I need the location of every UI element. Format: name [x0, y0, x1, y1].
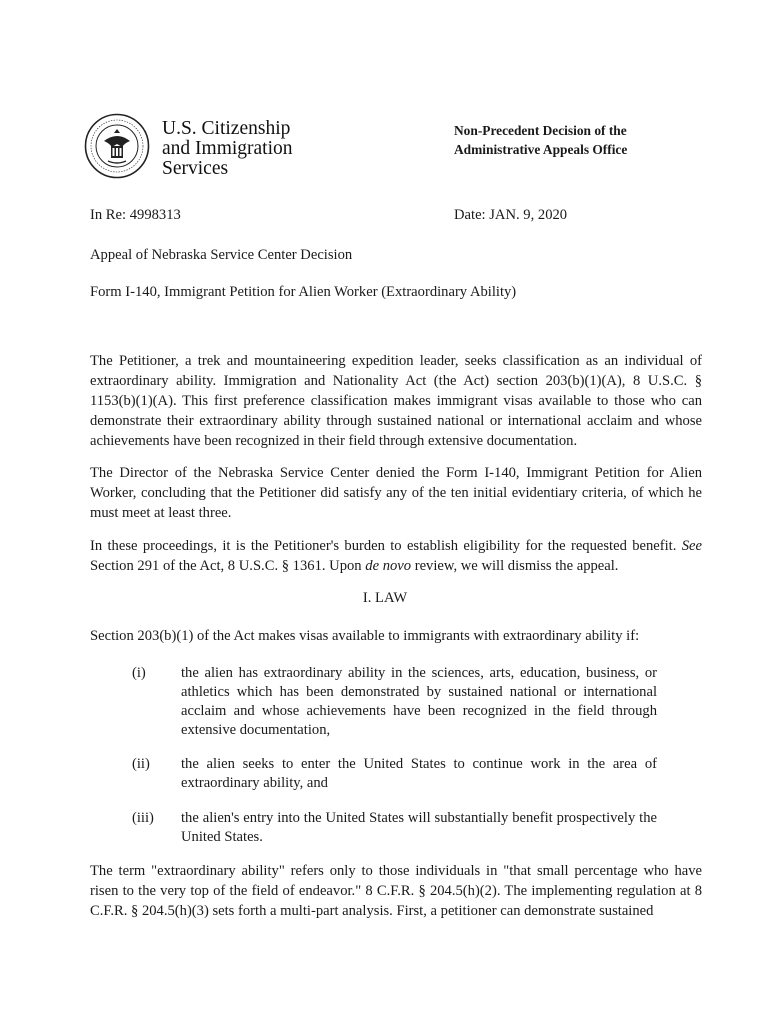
- paragraph-burden: [90, 536, 702, 576]
- case-number: In Re: 4998313: [90, 207, 181, 223]
- decision-line-1: Non-Precedent Decision of the: [454, 123, 627, 138]
- agency-line-2: and Immigration: [162, 138, 293, 159]
- see-signal: See: [681, 538, 702, 554]
- agency-name: [162, 119, 293, 179]
- decision-line-2: Administrative Appeals Office: [454, 142, 628, 157]
- paragraph-intro: The Petitioner, a trek and mountaineering expedition leader, seeks classification as an individual of extraordinary ability. Immigration and Nationality Act (the Act) section 203(b)(1)(A), 8 U.S.C. § 1153(b)(1)(A). This first preference classification makes immigrant visas available to those who can demonstrate their extraordinary ability through sustained national or international acclaim and whose achievements have been recognized in their field through extensive documentation.: [90, 353, 702, 449]
- burden-text-b: Section 291 of the Act, 8 U.S.C. § 1361. Upon: [90, 558, 362, 574]
- list-item-number: (i): [132, 665, 146, 681]
- agency-line-3: Services: [162, 158, 229, 179]
- paragraph-definition: The term "extraordinary ability" refers only to those individuals in "that small percentage who have risen to the very top of the field of endeavor." 8 C.F.R. § 204.5(h)(2). The implementing regulation at 8 C.F.R. § 204.5(h)(3) sets forth a multi-part analysis. First, a petitioner can demonstrate sustained: [90, 863, 702, 919]
- decision-date: Date: JAN. 9, 2020: [454, 207, 568, 223]
- list-item-text: the alien seeks to enter the United States to continue work in the area of extraordinary ability, and: [181, 756, 657, 791]
- decision-type: [454, 121, 627, 159]
- burden-text-a: In these proceedings, it is the Petitioner's burden to establish eligibility for the requested benefit.: [90, 538, 677, 554]
- de-novo-term: de novo: [365, 558, 412, 574]
- appeal-line: Appeal of Nebraska Service Center Decision: [90, 247, 353, 263]
- list-item-text: the alien has extraordinary ability in the sciences, arts, education, business, or athletics which has been demonstrated by sustained national or international acclaim and whose achievements have been recognized in the field through extensive documentation,: [181, 665, 657, 738]
- burden-text-c: review, we will dismiss the appeal.: [414, 558, 619, 574]
- list-item-text: the alien's entry into the United States will substantially benefit prospectively the United States.: [181, 810, 657, 845]
- agency-line-1: U.S. Citizenship: [162, 118, 291, 139]
- list-item-number: (ii): [132, 756, 150, 772]
- dhs-seal-icon: [84, 113, 150, 179]
- list-item-number: (iii): [132, 810, 154, 826]
- section-heading-law: I. LAW: [362, 590, 408, 606]
- form-line: Form I-140, Immigrant Petition for Alien Worker (Extraordinary Ability): [90, 284, 517, 300]
- paragraph-director: The Director of the Nebraska Service Center denied the Form I-140, Immigrant Petition for Alien Worker, concluding that the Petitioner did satisfy any of the ten initial evidentiary criteria, of which he must meet at least three.: [90, 465, 702, 521]
- paragraph-statute: Section 203(b)(1) of the Act makes visas available to immigrants with extraordinary ability if:: [90, 628, 640, 644]
